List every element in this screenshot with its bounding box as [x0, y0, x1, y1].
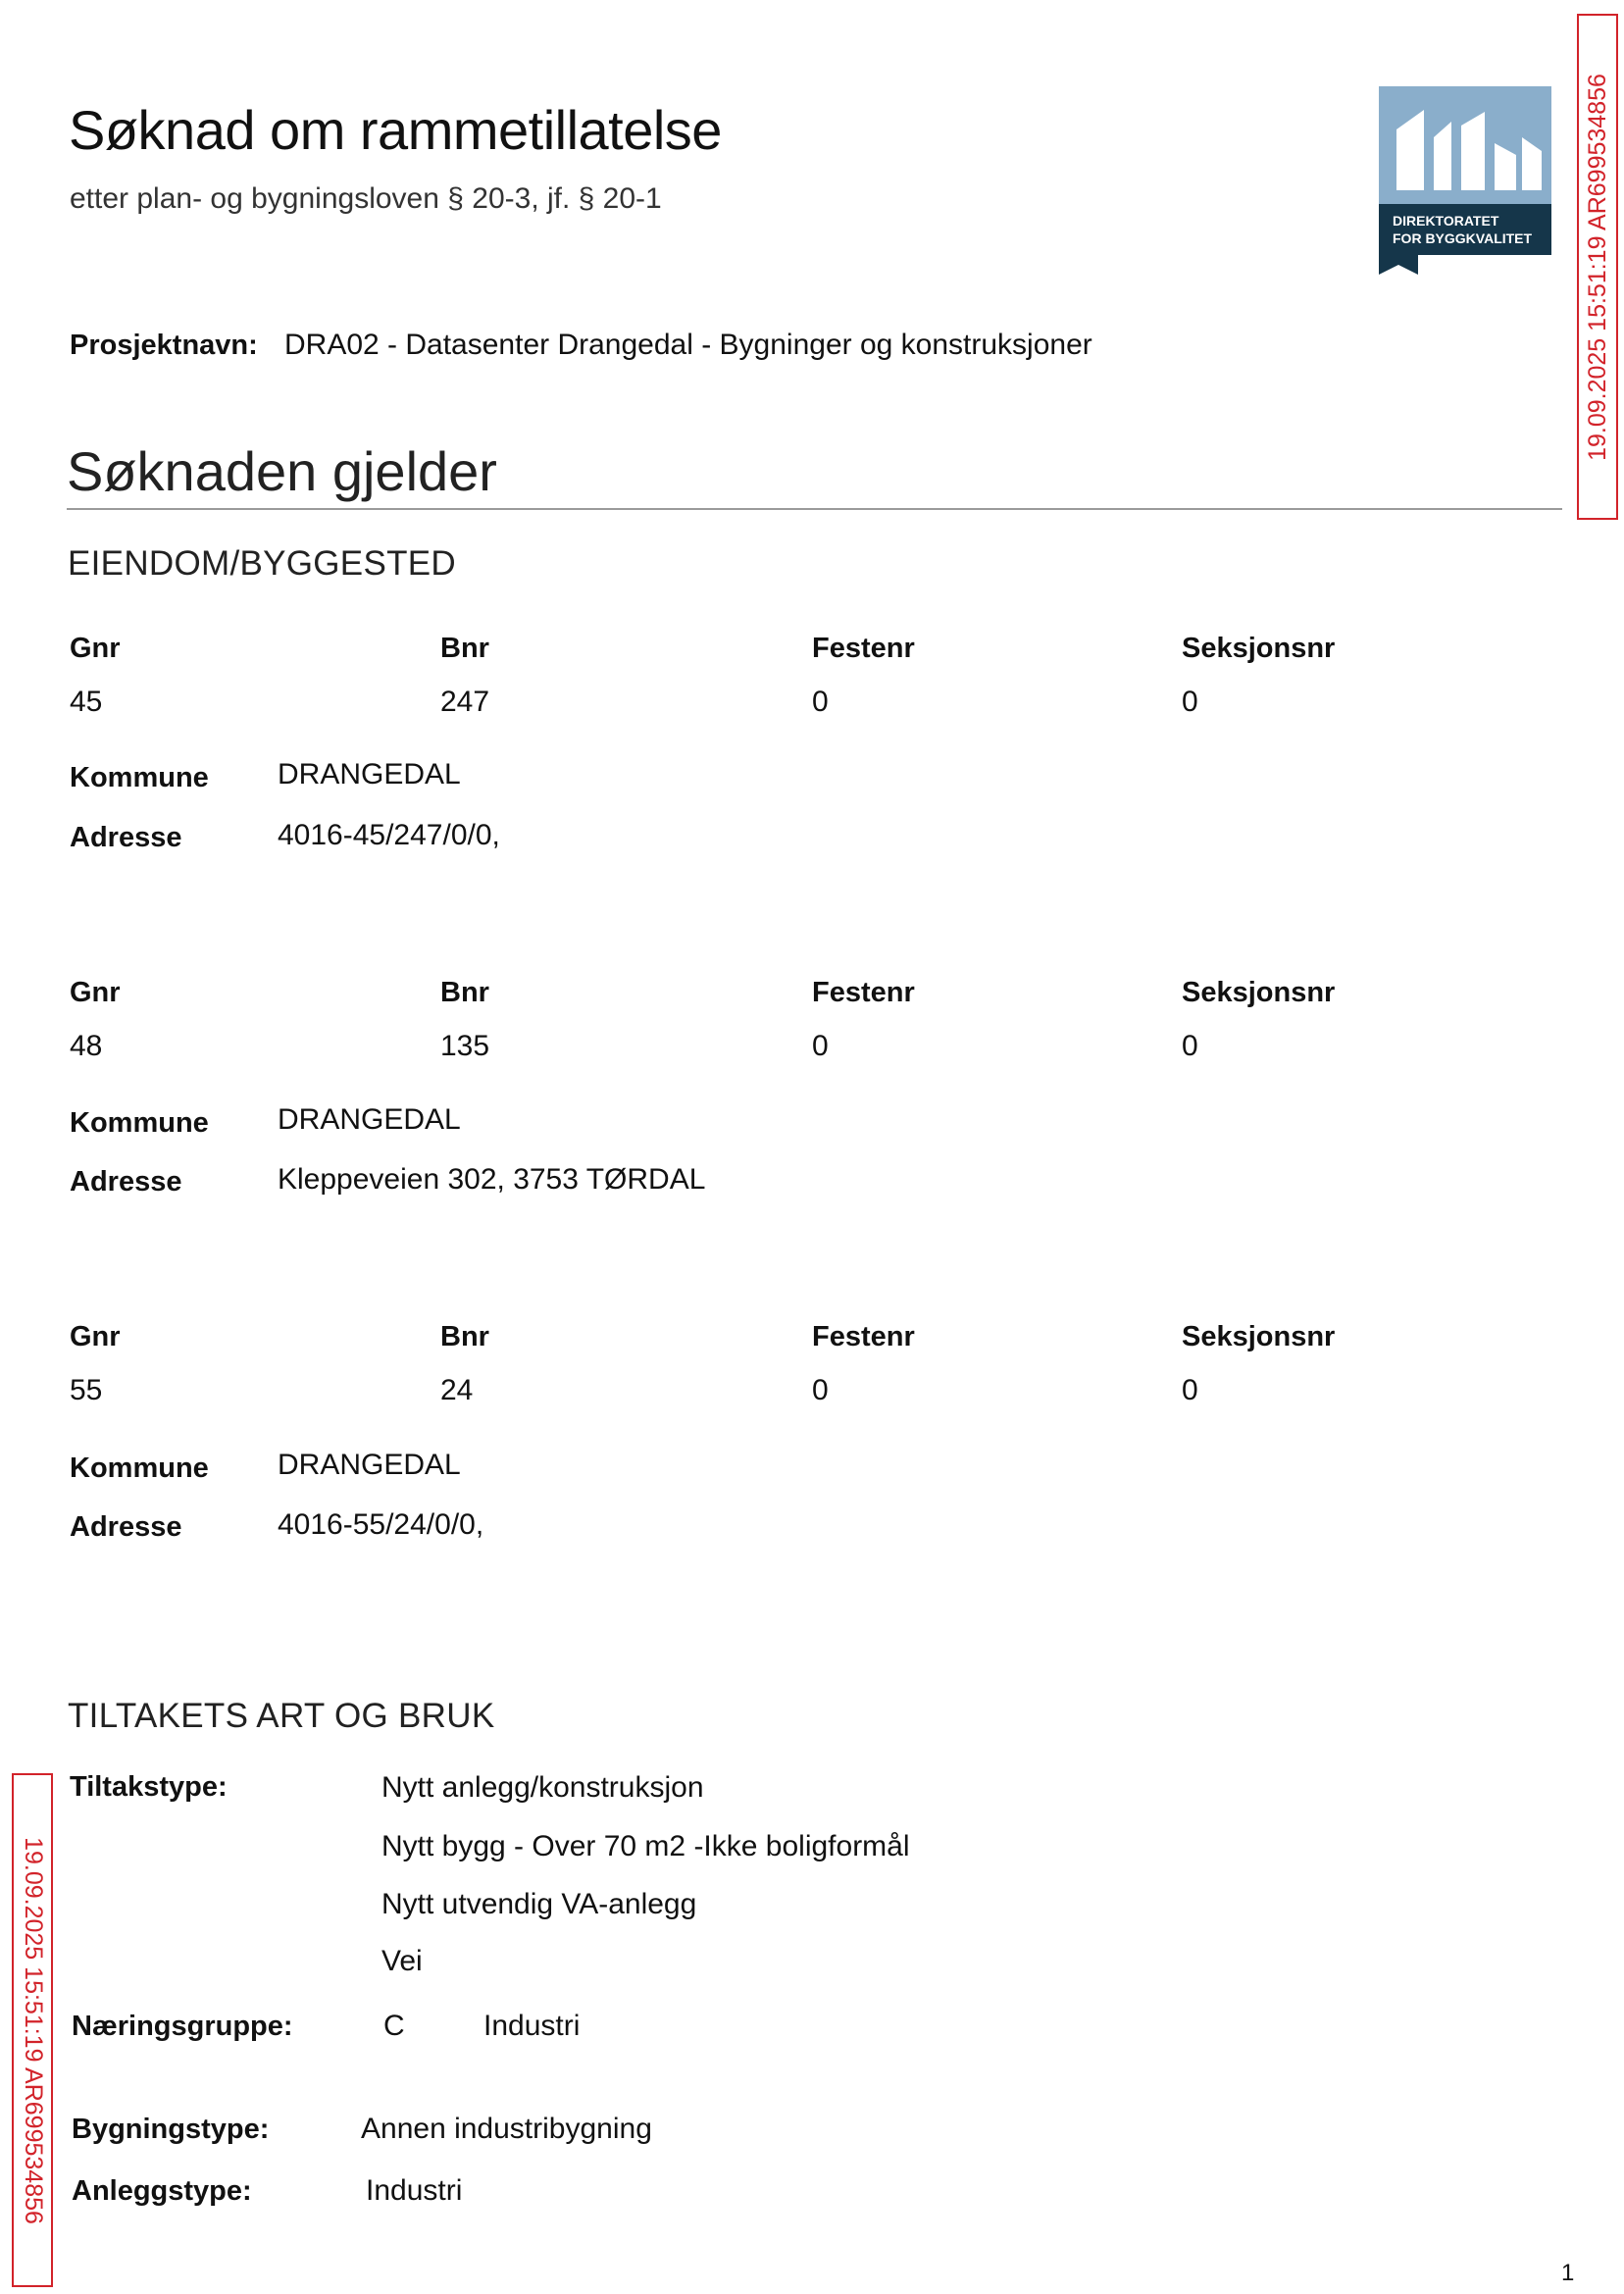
bnr-label: Bnr — [440, 1321, 489, 1352]
anleggstype-value: Industri — [366, 2174, 463, 2207]
tiltak-heading: TILTAKETS ART OG BRUK — [68, 1697, 495, 1735]
tiltakstype-label: Tiltakstype: — [70, 1771, 228, 1803]
tiltakstype-item: Nytt utvendig VA-anlegg — [381, 1888, 697, 1920]
anleggstype-label: Anleggstype: — [72, 2175, 252, 2207]
kommune-label: Kommune — [70, 1107, 209, 1139]
section-heading: Søknaden gjelder — [67, 440, 497, 502]
festenr-value: 0 — [812, 1030, 829, 1062]
date-stamp-top-text: 19.09.2025 15:51:19 AR699534856 — [1583, 73, 1611, 461]
page-number: 1 — [1561, 2260, 1575, 2286]
festenr-value: 0 — [812, 1374, 829, 1406]
festenr-label: Festenr — [812, 977, 915, 1008]
adresse-value: 4016-55/24/0/0, — [278, 1508, 484, 1541]
seksjonsnr-value: 0 — [1182, 1030, 1198, 1062]
dibk-logo — [1379, 86, 1551, 275]
gnr-value: 55 — [70, 1374, 103, 1406]
date-stamp-top — [1577, 14, 1618, 520]
project-name: DRA02 - Datasenter Drangedal - Bygninger og konstruksjoner — [284, 329, 1092, 361]
property-heading: EIENDOM/BYGGESTED — [68, 544, 456, 583]
seksjonsnr-value: 0 — [1182, 1374, 1198, 1406]
naeringsgruppe-code: C — [383, 2010, 405, 2042]
bnr-label: Bnr — [440, 633, 489, 664]
naeringsgruppe-name: Industri — [483, 2010, 581, 2042]
adresse-label: Adresse — [70, 1511, 182, 1543]
logo-text-line1: DIREKTORATET — [1393, 213, 1499, 229]
date-stamp-bottom-text: 19.09.2025 15:51:19 AR699534856 — [19, 1836, 47, 2224]
festenr-label: Festenr — [812, 633, 915, 664]
document-subtitle: etter plan- og bygningsloven § 20-3, jf. § 20-1 — [70, 182, 662, 215]
logo-ribbon — [1379, 255, 1418, 275]
gnr-label: Gnr — [70, 633, 121, 664]
bnr-value: 135 — [440, 1030, 490, 1062]
seksjonsnr-label: Seksjonsnr — [1182, 1321, 1336, 1352]
kommune-value: DRANGEDAL — [278, 1449, 461, 1481]
seksjonsnr-label: Seksjonsnr — [1182, 977, 1336, 1008]
adresse-label: Adresse — [70, 1166, 182, 1198]
adresse-value: Kleppeveien 302, 3753 TØRDAL — [278, 1163, 706, 1196]
project-label: Prosjektnavn: — [70, 330, 258, 361]
adresse-value: 4016-45/247/0/0, — [278, 819, 500, 851]
bnr-value: 24 — [440, 1374, 474, 1406]
festenr-label: Festenr — [812, 1321, 915, 1352]
gnr-label: Gnr — [70, 977, 121, 1008]
bnr-label: Bnr — [440, 977, 489, 1008]
logo-band — [1379, 204, 1551, 255]
document-title: Søknad om rammetillatelse — [69, 99, 722, 161]
tiltakstype-item: Vei — [381, 1945, 423, 1977]
bygningstype-value: Annen industribygning — [361, 2113, 652, 2145]
seksjonsnr-label: Seksjonsnr — [1182, 633, 1336, 664]
kommune-label: Kommune — [70, 762, 209, 793]
date-stamp-bottom — [12, 1773, 53, 2287]
logo-text-line2: FOR BYGGKVALITET — [1393, 230, 1533, 246]
seksjonsnr-value: 0 — [1182, 686, 1198, 718]
kommune-value: DRANGEDAL — [278, 758, 461, 790]
tiltakstype-item: Nytt anlegg/konstruksjon — [381, 1771, 704, 1804]
festenr-value: 0 — [812, 686, 829, 718]
naeringsgruppe-label: Næringsgruppe: — [72, 2011, 293, 2042]
bnr-value: 247 — [440, 686, 490, 718]
bygningstype-label: Bygningstype: — [72, 2114, 270, 2145]
kommune-value: DRANGEDAL — [278, 1103, 461, 1136]
section-divider — [67, 508, 1562, 510]
tiltakstype-item: Nytt bygg - Over 70 m2 -Ikke boligformål — [381, 1830, 910, 1862]
gnr-label: Gnr — [70, 1321, 121, 1352]
gnr-value: 45 — [70, 686, 103, 718]
adresse-label: Adresse — [70, 822, 182, 853]
kommune-label: Kommune — [70, 1453, 209, 1484]
gnr-value: 48 — [70, 1030, 103, 1062]
